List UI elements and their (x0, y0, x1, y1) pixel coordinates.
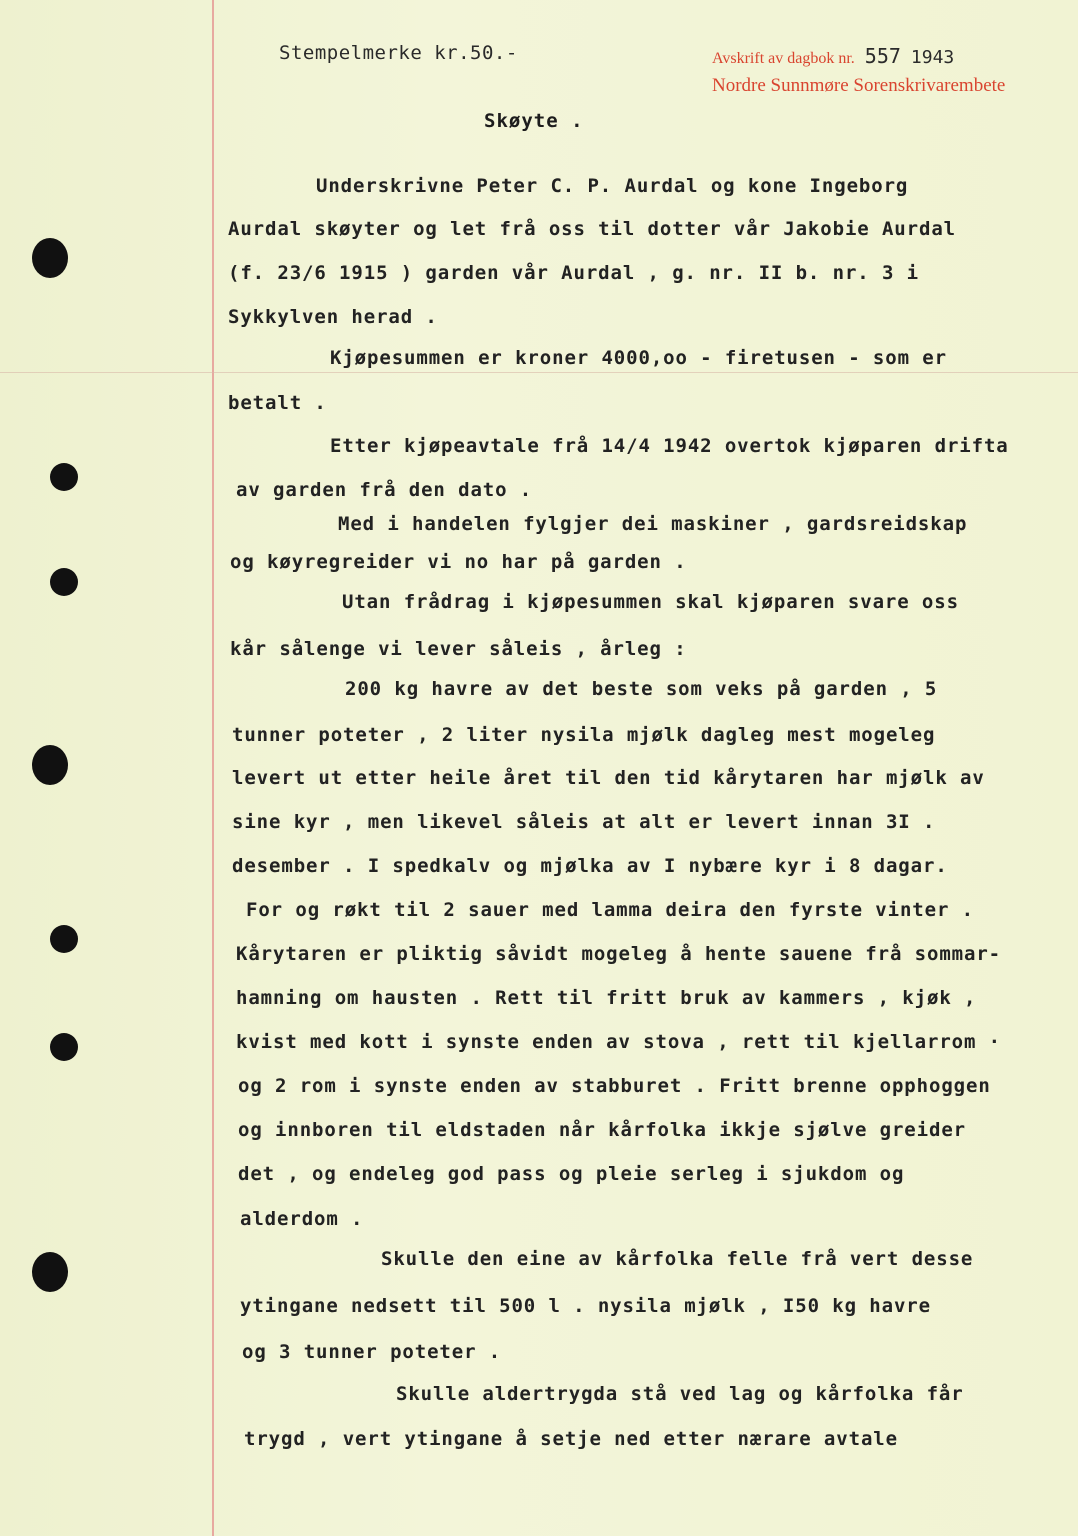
punch-hole (32, 238, 68, 278)
text-line: Kjøpesummen er kroner 4000,oo - firetusen - som er (330, 347, 947, 369)
text-line: For og røkt til 2 sauer med lamma deira den fyrste vinter . (246, 899, 974, 921)
punch-hole (50, 925, 78, 953)
text-line: Aurdal skøyter og let frå oss til dotter vår Jakobie Aurdal (228, 218, 956, 240)
text-line: Utan frådrag i kjøpesummen skal kjøparen svare oss (342, 591, 959, 613)
punch-hole (50, 568, 78, 596)
text-line: Underskrivne Peter C. P. Aurdal og kone Ingeborg (316, 175, 909, 197)
document-title: Skøyte . (484, 110, 584, 132)
text-line: Etter kjøpeavtale frå 14/4 1942 overtok kjøparen drifta (330, 435, 1009, 457)
text-line: tunner poteter , 2 liter nysila mjølk dagleg mest mogeleg (232, 724, 936, 746)
copy-year: 1943 (910, 47, 955, 68)
text-line: sine kyr , men likevel såleis at alt er levert innan 3I . (232, 811, 936, 833)
office-stamp: Nordre Sunnmøre Sorenskrivarembete (712, 75, 1006, 96)
text-line: hamning om hausten . Rett til fritt bruk av kammers , kjøk , (236, 987, 977, 1009)
text-line: og 2 rom i synste enden av stabburet . Fritt brenne opphoggen (238, 1075, 991, 1097)
text-line: trygd , vert ytingane å setje ned etter nærare avtale (244, 1428, 898, 1450)
text-line: kår sålenge vi lever såleis , årleg : (230, 638, 687, 660)
text-line: Skulle den eine av kårfolka felle frå vert desse (381, 1248, 974, 1270)
text-line: levert ut etter heile året til den tid kårytaren har mjølk av (232, 767, 985, 789)
text-line: og køyregreider vi no har på garden . (230, 551, 687, 573)
punch-hole (50, 1033, 78, 1061)
text-line: Skulle aldertrygda stå ved lag og kårfolka får (396, 1383, 964, 1405)
punch-hole (32, 1252, 68, 1292)
copy-label: Avskrift av dagbok nr. (712, 50, 855, 67)
punch-hole (32, 745, 68, 785)
text-line: desember . I spedkalv og mjølka av I nybære kyr i 8 dagar. (232, 855, 948, 877)
punch-hole (50, 463, 78, 491)
fold-line (0, 372, 1078, 373)
text-line: det , og endeleg god pass og pleie serleg i sjukdom og (238, 1163, 905, 1185)
text-line: kvist med kott i synste enden av stova , rett til kjellarrom · (236, 1031, 1002, 1053)
copy-number: 557 (864, 44, 901, 68)
copy-stamp-line (712, 44, 954, 68)
stamp-duty-note: Stempelmerke kr.50.- (279, 42, 518, 64)
text-line: Kårytaren er pliktig såvidt mogeleg å hente sauene frå sommar- (236, 943, 1002, 965)
text-line: Med i handelen fylgjer dei maskiner , gardsreidskap (338, 513, 968, 535)
text-line: alderdom . (240, 1208, 364, 1230)
text-line: (f. 23/6 1915 ) garden vår Aurdal , g. nr. II b. nr. 3 i (228, 262, 919, 284)
text-line: og 3 tunner poteter . (242, 1341, 502, 1363)
text-line: Sykkylven herad . (228, 306, 438, 328)
text-line: 200 kg havre av det beste som veks på garden , 5 (345, 678, 938, 700)
margin-rule (212, 0, 214, 1536)
text-line: betalt . (228, 392, 327, 414)
text-line: og innboren til eldstaden når kårfolka ikkje sjølve greider (238, 1119, 966, 1141)
text-line: ytingane nedsett til 500 l . nysila mjølk , I50 kg havre (240, 1295, 931, 1317)
text-line: av garden frå den dato . (236, 479, 533, 501)
